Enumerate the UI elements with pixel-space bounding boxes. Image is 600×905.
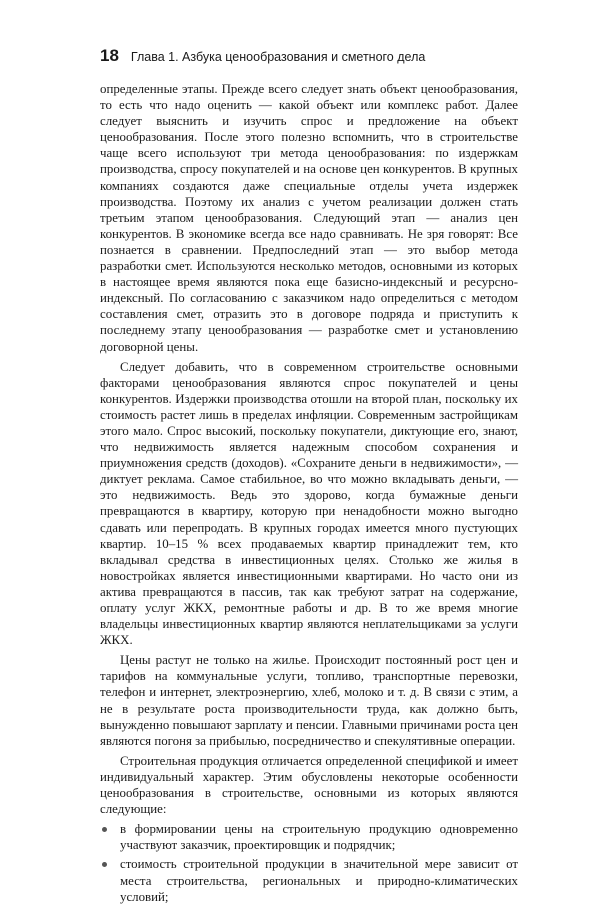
list-item-text: стоимость строительной продукции в значительной мере зависит от места строительства, региональных и природно-климатических условий;: [120, 857, 518, 904]
list-item: [100, 821, 518, 853]
paragraph: Цены растут не только на жилье. Происходит постоянный рост цен и тарифов на коммунальные услуги, топливо, транспортные перевозки, телефон и интернет, электроэнергию, хлеб, молоко и т. д. В связи с этим, а не в результате роста производительности труда, как должно быть, вынужденно повышают зарплату и пенсии. Главными причинами роста цен являются погоня за прибылью, посредничество и спекулятивные операции.: [100, 653, 518, 748]
list-item: [100, 856, 518, 904]
running-header: [100, 46, 520, 68]
paragraph-continued: определенные этапы. Прежде всего следует знать объект ценообразования, то есть что надо оценить — какой объект или комплекс работ. Далее следует выяснить и изучить спрос и предложение на объект ценообразования. После этого полезно вспомнить, что в строительстве чаще всего используют три метода ценообразования: по издержкам производства, спросу покупателей и на основе цен конкурентов. В крупных компаниях создаются даже специальные отделы учета издержек производства. Поэтому их анализ с учетом реализации должен стать третьим этапом ценообразования. Следующий этап — анализ цен конкурентов. В экономике всегда все надо сравнивать. Не зря говорят: Все познается в сравнении. Предпоследний этап — это выбор метода разработки смет. Используются несколько методов, основными из которых в настоящее время являются пока еще базисно-индексный и ресурсно-индексный. По согласованию с заказчиком надо определиться с методом составления смет, отразить это в договоре подряда и приступить к последнему этапу ценообразования — разработке смет и установлению договорной цены.: [100, 82, 518, 354]
chapter-title: Глава 1. Азбука ценообразования и сметного дела: [130, 50, 426, 64]
paragraph: Следует добавить, что в современном строительстве основными факторами ценообразования являются спрос покупателей и цены конкурентов. Издержки производства отошли на второй план, поскольку их стоимость растет лишь в пределах инфляции. Современным застройщикам этого мало. Спрос высокий, поскольку покупатели, диктующие его, знают, что недвижимость является надежным способом сохранения и приумножения средств (доходов). «Сохраните деньги в недвижимости», — диктует реклама. Самое стабильное, во что можно вкладывать деньги, — это недвижимость. Ведь это здорово, когда бумажные деньги превращаются в квартиру, которую при ненадобности можно выгодно сдавать или перепродать. В крупных городах имеется много пустующих квартир. 10–15 % всех продаваемых квартир принадлежит тем, кто вкладывал средства в инвестиционных целях. Столько же жилья в новостройках является инвестиционными квартирами. Но часто они из актива превращаются в пассив, так как требуют затрат на содержание, оплату услуг ЖКХ, ремонтные работы и др. В то же время многие владельцы инвестиционных квартир являются неплательщиками за услуги ЖКХ.: [100, 359, 518, 648]
page-number: 18: [100, 46, 119, 65]
bullet-dot-icon: [102, 827, 107, 832]
bullet-dot-icon: [102, 862, 107, 867]
bullet-list: [100, 821, 518, 904]
paragraph: Строительная продукция отличается определенной спецификой и имеет индивидуальный характер. Этим обусловлены некоторые особенности ценообразования в строительстве, основными из которых являются следующие:: [100, 753, 518, 817]
body-text: [100, 81, 518, 905]
list-item-text: в формировании цены на строительную продукцию одновременно участвуют заказчик, проектировщик и подрядчик;: [120, 822, 518, 853]
